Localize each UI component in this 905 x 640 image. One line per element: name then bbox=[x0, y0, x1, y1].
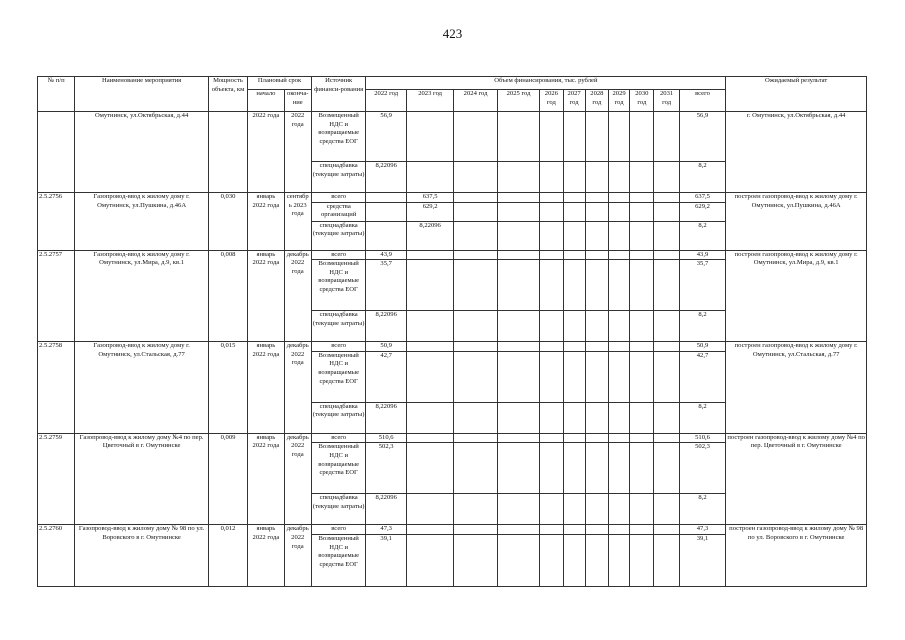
cell-year-value bbox=[608, 311, 629, 342]
cell-year-value: 510,6 bbox=[366, 433, 406, 443]
cell-total: 39,1 bbox=[679, 534, 726, 586]
cell-year-value bbox=[654, 162, 679, 193]
cell-year-value: 502,3 bbox=[366, 443, 406, 494]
cell-year-value bbox=[608, 250, 629, 260]
cell-total: 8,2 bbox=[679, 162, 726, 193]
cell-result: г. Омутнинск, ул.Октябрьская, д.44 bbox=[726, 112, 867, 193]
table-row bbox=[38, 250, 867, 260]
cell-year-value bbox=[406, 433, 454, 443]
cell-year-value bbox=[540, 534, 563, 586]
cell-year-value bbox=[585, 433, 608, 443]
cell-start: январь 2022 года bbox=[248, 433, 284, 525]
cell-num: 2.5.2758 bbox=[38, 342, 75, 434]
cell-source: средства организаций bbox=[311, 202, 366, 221]
cell-year-value bbox=[497, 351, 539, 402]
cell-year-value bbox=[366, 202, 406, 221]
cell-capacity: 0,012 bbox=[208, 525, 247, 587]
cell-year-value bbox=[540, 342, 563, 352]
cell-year-value bbox=[654, 311, 679, 342]
cell-source: всего bbox=[311, 193, 366, 203]
cell-source: Возмещенный НДС и возвращаемые средства ЕОГ bbox=[311, 351, 366, 402]
header-total: всего bbox=[679, 90, 726, 112]
cell-year-value bbox=[454, 525, 497, 535]
cell-year-value bbox=[563, 443, 585, 494]
cell-total: 35,7 bbox=[679, 260, 726, 311]
cell-total: 42,7 bbox=[679, 351, 726, 402]
cell-year-value bbox=[654, 193, 679, 203]
cell-year-value bbox=[497, 162, 539, 193]
cell-total: 8,2 bbox=[679, 402, 726, 433]
cell-num: 2.5.2759 bbox=[38, 433, 75, 525]
cell-year-value bbox=[630, 351, 654, 402]
cell-end: декабрь 2022 года bbox=[284, 433, 311, 525]
cell-year-value: 8,22096 bbox=[366, 494, 406, 525]
cell-year-value bbox=[585, 250, 608, 260]
table-body bbox=[38, 112, 867, 587]
cell-year-value bbox=[585, 162, 608, 193]
cell-year-value bbox=[654, 351, 679, 402]
cell-year-value bbox=[540, 443, 563, 494]
table-header bbox=[38, 77, 867, 112]
cell-source: Возмещенный НДС и возвращаемые средства ЕОГ bbox=[311, 534, 366, 586]
cell-name: Газопровод-ввод к жилому дому №4 по пер. Цветочный в г. Омутнинске bbox=[75, 433, 208, 525]
cell-num: 2.5.2760 bbox=[38, 525, 75, 587]
cell-year-value bbox=[540, 494, 563, 525]
cell-year-value bbox=[540, 250, 563, 260]
cell-result: построен газопровод-ввод к жилому дому г. Омутнинск, ул.Стальская, д.77 bbox=[726, 342, 867, 434]
cell-total: 8,2 bbox=[679, 494, 726, 525]
cell-total: 47,3 bbox=[679, 525, 726, 535]
cell-year-value: 56,9 bbox=[366, 112, 406, 162]
cell-year-value bbox=[497, 112, 539, 162]
cell-year-value bbox=[563, 260, 585, 311]
cell-result: построен газопровод-ввод к жилому дому № 98 по ул. Воровского в г. Омутнинске bbox=[726, 525, 867, 587]
cell-year-value: 629,2 bbox=[406, 202, 454, 221]
cell-year-value bbox=[406, 494, 454, 525]
cell-year-value bbox=[406, 162, 454, 193]
cell-year-value bbox=[540, 311, 563, 342]
cell-year-value bbox=[608, 112, 629, 162]
cell-end: декабрь 2022 года bbox=[284, 342, 311, 434]
cell-year-value bbox=[563, 525, 585, 535]
cell-start: январь 2022 года bbox=[248, 193, 284, 251]
header-year-2025: 2025 год bbox=[497, 90, 539, 112]
cell-year-value bbox=[454, 433, 497, 443]
cell-year-value bbox=[630, 221, 654, 250]
cell-year-value: 50,9 bbox=[366, 342, 406, 352]
cell-year-value bbox=[585, 494, 608, 525]
cell-capacity: 0,009 bbox=[208, 433, 247, 525]
cell-year-value bbox=[630, 494, 654, 525]
cell-year-value bbox=[454, 193, 497, 203]
cell-year-value bbox=[454, 311, 497, 342]
cell-year-value bbox=[630, 443, 654, 494]
cell-source: спецнадбавка (текущие затраты) bbox=[311, 311, 366, 342]
cell-capacity: 0,015 bbox=[208, 342, 247, 434]
cell-source: всего bbox=[311, 342, 366, 352]
cell-year-value bbox=[585, 221, 608, 250]
cell-year-value bbox=[563, 112, 585, 162]
header-result: Ожидаемый результат bbox=[726, 77, 867, 112]
cell-year-value: 47,3 bbox=[366, 525, 406, 535]
header-year-2024: 2024 год bbox=[454, 90, 497, 112]
cell-year-value bbox=[654, 112, 679, 162]
cell-year-value bbox=[406, 525, 454, 535]
cell-year-value bbox=[454, 494, 497, 525]
cell-year-value bbox=[654, 202, 679, 221]
cell-year-value bbox=[497, 525, 539, 535]
table-row bbox=[38, 193, 867, 203]
cell-year-value bbox=[630, 112, 654, 162]
cell-num: 2.5.2756 bbox=[38, 193, 75, 251]
cell-year-value bbox=[406, 402, 454, 433]
cell-capacity bbox=[208, 112, 247, 193]
cell-year-value bbox=[654, 342, 679, 352]
header-year-2030: 2030 год bbox=[630, 90, 654, 112]
cell-year-value bbox=[497, 260, 539, 311]
cell-total: 637,5 bbox=[679, 193, 726, 203]
cell-year-value bbox=[497, 433, 539, 443]
cell-source: всего bbox=[311, 525, 366, 535]
table-row bbox=[38, 525, 867, 535]
cell-total: 502,3 bbox=[679, 443, 726, 494]
cell-year-value bbox=[563, 342, 585, 352]
cell-year-value bbox=[406, 534, 454, 586]
cell-year-value bbox=[563, 221, 585, 250]
cell-capacity: 0,008 bbox=[208, 250, 247, 342]
cell-name: Газопровод-ввод к жилому дому г. Омутнинск, ул.Пушкина, д.46А bbox=[75, 193, 208, 251]
cell-source: спецнадбавка (текущие затраты) bbox=[311, 494, 366, 525]
cell-year-value bbox=[497, 193, 539, 203]
cell-year-value bbox=[540, 260, 563, 311]
cell-year-value bbox=[608, 534, 629, 586]
cell-year-value bbox=[630, 311, 654, 342]
cell-total: 8,2 bbox=[679, 221, 726, 250]
cell-source: Возмещенный НДС и возвращаемые средства ЕОГ bbox=[311, 112, 366, 162]
cell-year-value bbox=[608, 525, 629, 535]
header-year-2027: 2027 год bbox=[563, 90, 585, 112]
cell-year-value: 39,1 bbox=[366, 534, 406, 586]
cell-year-value bbox=[497, 534, 539, 586]
cell-result: построен газопровод-ввод к жилому дому №4 по пер. Цветочный в г. Омутнинске bbox=[726, 433, 867, 525]
cell-source: Возмещенный НДС и возвращаемые средства ЕОГ bbox=[311, 260, 366, 311]
cell-year-value bbox=[630, 402, 654, 433]
cell-name: Газопровод-ввод к жилому дому г. Омутнинск, ул.Стальская, д.77 bbox=[75, 342, 208, 434]
cell-capacity: 0,030 bbox=[208, 193, 247, 251]
cell-year-value bbox=[454, 534, 497, 586]
cell-year-value bbox=[540, 433, 563, 443]
cell-end: декабрь 2022 года bbox=[284, 250, 311, 342]
cell-year-value bbox=[563, 494, 585, 525]
cell-year-value bbox=[497, 311, 539, 342]
header-end: оконча-ние bbox=[284, 90, 311, 112]
cell-year-value bbox=[497, 250, 539, 260]
cell-year-value bbox=[585, 311, 608, 342]
cell-year-value bbox=[563, 534, 585, 586]
cell-year-value bbox=[563, 311, 585, 342]
cell-source: всего bbox=[311, 250, 366, 260]
cell-year-value bbox=[540, 221, 563, 250]
cell-year-value: 8,22096 bbox=[366, 162, 406, 193]
cell-year-value bbox=[454, 202, 497, 221]
header-year-2031: 2031 год bbox=[654, 90, 679, 112]
cell-year-value bbox=[366, 221, 406, 250]
cell-year-value bbox=[454, 342, 497, 352]
cell-year-value bbox=[540, 162, 563, 193]
cell-year-value bbox=[497, 443, 539, 494]
header-volume: Объем финансирования, тыс. рублей bbox=[366, 77, 726, 90]
cell-year-value bbox=[454, 221, 497, 250]
cell-year-value bbox=[454, 443, 497, 494]
cell-year-value bbox=[630, 525, 654, 535]
cell-year-value bbox=[454, 260, 497, 311]
cell-name: Газопровод-ввод к жилому дому г. Омутнинск, ул.Мира, д.9, кв.1 bbox=[75, 250, 208, 342]
cell-year-value bbox=[608, 494, 629, 525]
cell-year-value bbox=[630, 250, 654, 260]
cell-num: 2.5.2757 bbox=[38, 250, 75, 342]
cell-year-value bbox=[585, 525, 608, 535]
cell-year-value bbox=[497, 494, 539, 525]
cell-total: 43,9 bbox=[679, 250, 726, 260]
cell-year-value bbox=[406, 443, 454, 494]
table-row bbox=[38, 342, 867, 352]
cell-name: Омутнинск, ул.Октябрьская, д.44 bbox=[75, 112, 208, 193]
cell-year-value bbox=[654, 250, 679, 260]
cell-year-value bbox=[540, 202, 563, 221]
cell-year-value bbox=[630, 534, 654, 586]
cell-result: построен газопровод-ввод к жилому дому г. Омутнинск, ул.Мира, д.9, кв.1 bbox=[726, 250, 867, 342]
cell-total: 8,2 bbox=[679, 311, 726, 342]
cell-year-value bbox=[654, 525, 679, 535]
cell-total: 629,2 bbox=[679, 202, 726, 221]
cell-year-value bbox=[454, 351, 497, 402]
cell-year-value bbox=[654, 494, 679, 525]
header-year-2028: 2028 год bbox=[585, 90, 608, 112]
cell-year-value bbox=[585, 534, 608, 586]
cell-year-value bbox=[406, 250, 454, 260]
cell-year-value bbox=[406, 260, 454, 311]
cell-source: спецнадбавка (текущие затраты) bbox=[311, 221, 366, 250]
cell-year-value bbox=[563, 250, 585, 260]
cell-result: построен газопровод-ввод к жилому дому г. Омутнинск, ул.Пушкина, д.46А bbox=[726, 193, 867, 251]
cell-year-value bbox=[585, 402, 608, 433]
cell-end: 2022 года bbox=[284, 112, 311, 193]
cell-year-value bbox=[654, 221, 679, 250]
cell-year-value: 8,22096 bbox=[366, 402, 406, 433]
cell-year-value bbox=[585, 443, 608, 494]
cell-year-value bbox=[406, 311, 454, 342]
cell-year-value bbox=[406, 342, 454, 352]
cell-year-value bbox=[585, 193, 608, 203]
cell-year-value bbox=[454, 402, 497, 433]
cell-year-value bbox=[454, 250, 497, 260]
cell-year-value: 8,22096 bbox=[366, 311, 406, 342]
cell-year-value bbox=[630, 433, 654, 443]
cell-total: 56,9 bbox=[679, 112, 726, 162]
cell-name: Газопровод-ввод к жилому дому № 98 по ул. Воровского в г. Омутнинске bbox=[75, 525, 208, 587]
table-row bbox=[38, 112, 867, 162]
cell-year-value bbox=[366, 193, 406, 203]
cell-year-value bbox=[540, 525, 563, 535]
cell-year-value: 8,22096 bbox=[406, 221, 454, 250]
header-name: Наименование мероприятия bbox=[75, 77, 208, 112]
cell-year-value bbox=[608, 402, 629, 433]
cell-year-value bbox=[630, 342, 654, 352]
cell-total: 50,9 bbox=[679, 342, 726, 352]
cell-year-value bbox=[654, 433, 679, 443]
cell-year-value bbox=[608, 202, 629, 221]
cell-year-value bbox=[654, 443, 679, 494]
cell-year-value bbox=[608, 351, 629, 402]
cell-year-value bbox=[654, 402, 679, 433]
cell-year-value bbox=[563, 351, 585, 402]
cell-total: 510,6 bbox=[679, 433, 726, 443]
cell-num bbox=[38, 112, 75, 193]
cell-source: всего bbox=[311, 433, 366, 443]
cell-year-value bbox=[563, 202, 585, 221]
header-source: Источник финанси-рования bbox=[311, 77, 366, 112]
cell-year-value bbox=[540, 193, 563, 203]
header-year-2022: 2022 год bbox=[366, 90, 406, 112]
cell-start: январь 2022 года bbox=[248, 342, 284, 434]
header-year-2026: 2026 год bbox=[540, 90, 563, 112]
cell-year-value bbox=[540, 112, 563, 162]
table-row bbox=[38, 433, 867, 443]
cell-source: спецнадбавка (текущие затраты) bbox=[311, 402, 366, 433]
cell-year-value bbox=[454, 112, 497, 162]
cell-year-value bbox=[585, 351, 608, 402]
cell-source: Возмещенный НДС и возвращаемые средства ЕОГ bbox=[311, 443, 366, 494]
header-num: № п/п bbox=[38, 77, 75, 112]
cell-year-value bbox=[406, 112, 454, 162]
cell-start: январь 2022 года bbox=[248, 250, 284, 342]
header-capacity: Мощность объекта, км bbox=[208, 77, 247, 112]
header-start: начало bbox=[248, 90, 284, 112]
cell-year-value: 637,5 bbox=[406, 193, 454, 203]
finance-table bbox=[37, 76, 867, 587]
cell-year-value bbox=[585, 260, 608, 311]
finance-table-container bbox=[37, 76, 867, 587]
cell-year-value bbox=[585, 342, 608, 352]
page-number: 423 bbox=[442, 26, 463, 41]
cell-year-value bbox=[563, 402, 585, 433]
cell-year-value bbox=[454, 162, 497, 193]
cell-year-value: 43,9 bbox=[366, 250, 406, 260]
cell-year-value bbox=[608, 221, 629, 250]
cell-year-value: 42,7 bbox=[366, 351, 406, 402]
header-period: Плановый срок bbox=[248, 77, 312, 90]
cell-year-value bbox=[563, 433, 585, 443]
cell-year-value: 35,7 bbox=[366, 260, 406, 311]
cell-year-value bbox=[406, 351, 454, 402]
cell-year-value bbox=[608, 162, 629, 193]
cell-end: декабрь 2022 года bbox=[284, 525, 311, 587]
cell-end: сентябрь 2023 года bbox=[284, 193, 311, 251]
cell-year-value bbox=[585, 112, 608, 162]
cell-year-value bbox=[654, 534, 679, 586]
cell-year-value bbox=[497, 342, 539, 352]
cell-year-value bbox=[608, 342, 629, 352]
cell-year-value bbox=[630, 162, 654, 193]
cell-year-value bbox=[585, 202, 608, 221]
cell-year-value bbox=[630, 193, 654, 203]
cell-source: спецнадбавка (текущие затраты) bbox=[311, 162, 366, 193]
cell-year-value bbox=[608, 260, 629, 311]
header-year-2023: 2023 год bbox=[406, 90, 454, 112]
cell-year-value bbox=[654, 260, 679, 311]
cell-year-value bbox=[608, 443, 629, 494]
cell-year-value bbox=[608, 433, 629, 443]
cell-start: 2022 года bbox=[248, 112, 284, 193]
cell-year-value bbox=[497, 402, 539, 433]
cell-year-value bbox=[497, 221, 539, 250]
cell-year-value bbox=[540, 402, 563, 433]
cell-year-value bbox=[563, 162, 585, 193]
cell-year-value bbox=[608, 193, 629, 203]
header-year-2029: 2029 год bbox=[608, 90, 629, 112]
cell-year-value bbox=[540, 351, 563, 402]
cell-year-value bbox=[630, 202, 654, 221]
cell-year-value bbox=[630, 260, 654, 311]
cell-start: январь 2022 года bbox=[248, 525, 284, 587]
cell-year-value bbox=[563, 193, 585, 203]
cell-year-value bbox=[497, 202, 539, 221]
